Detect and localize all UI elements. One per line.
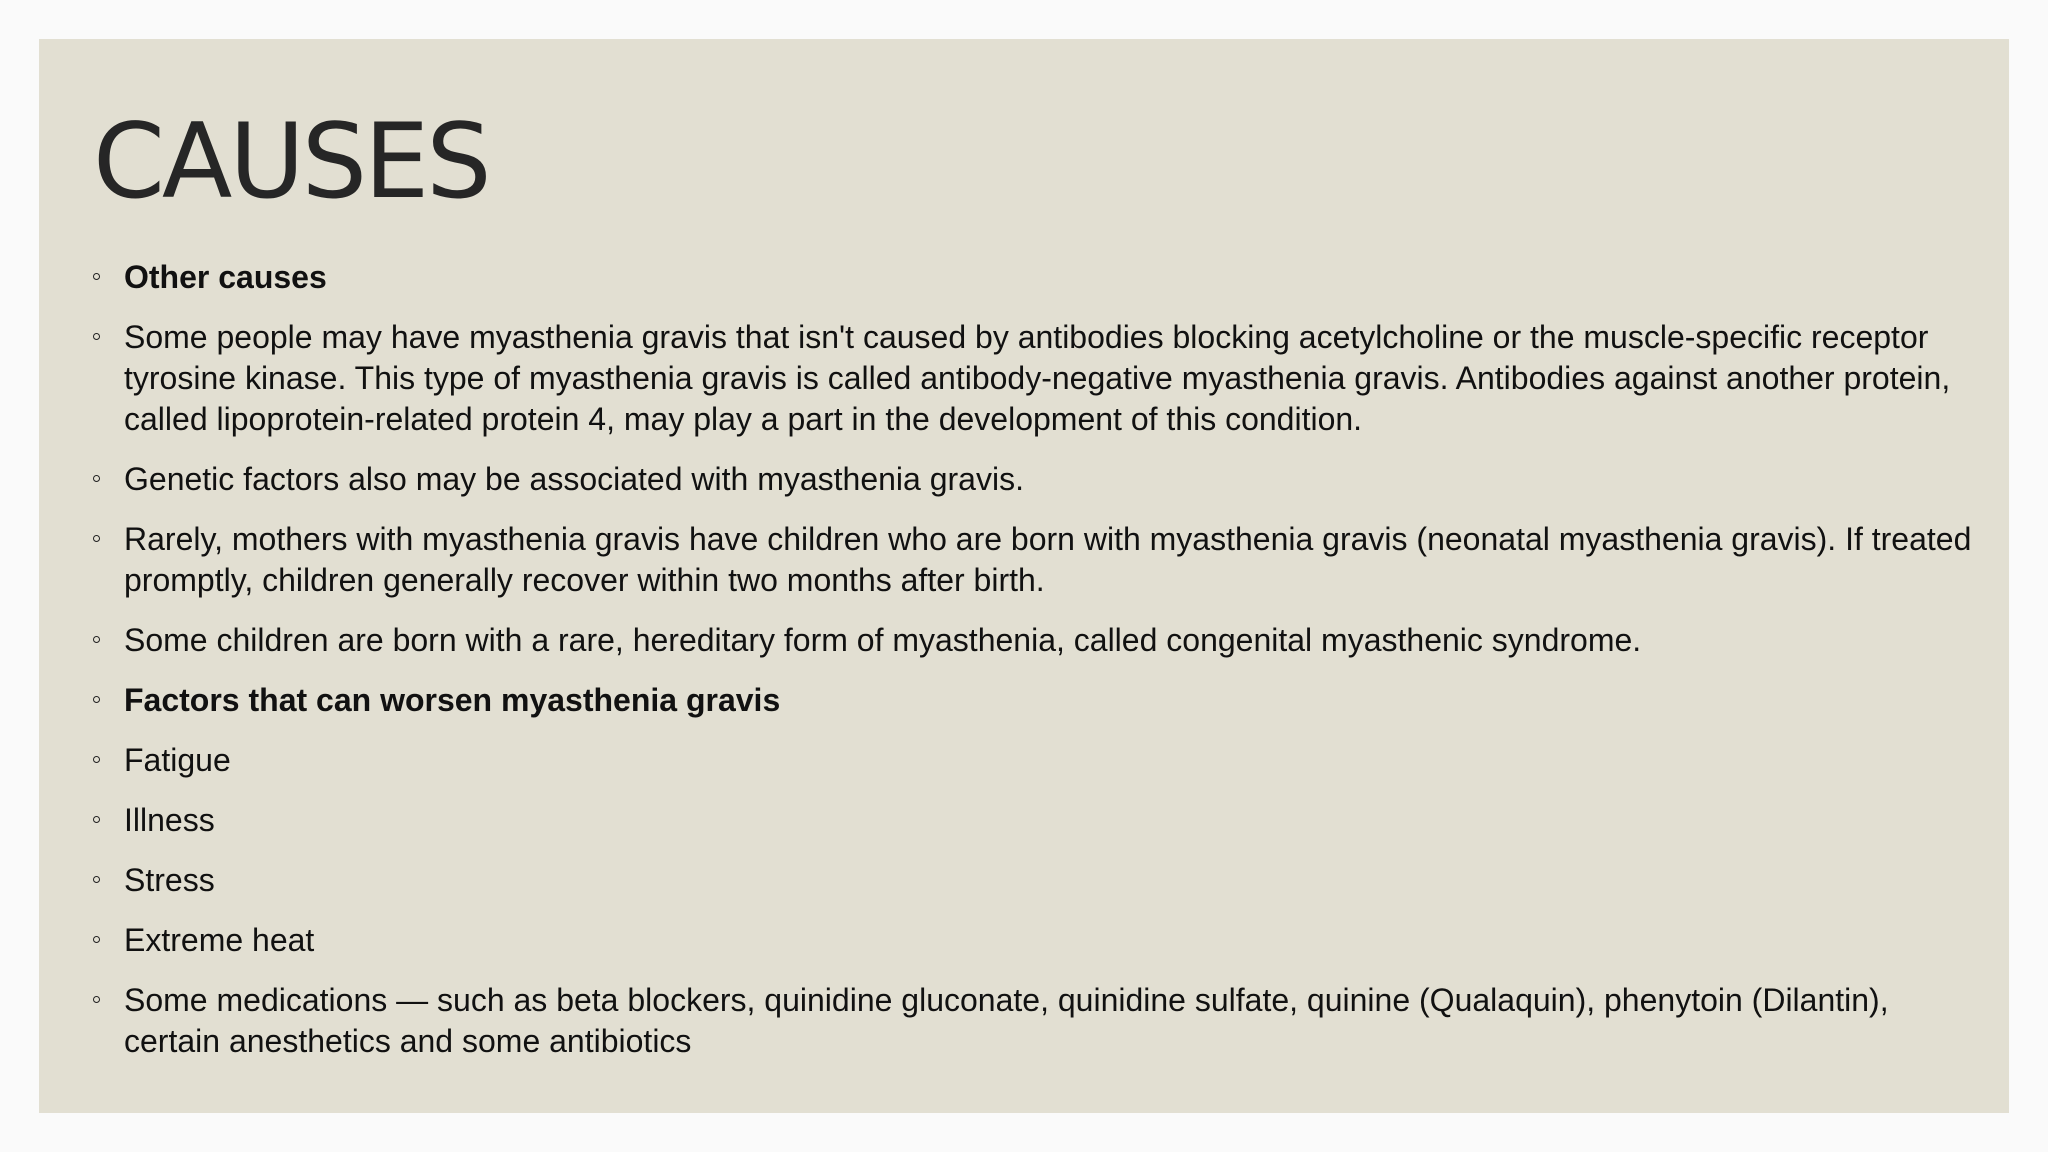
bullet-item xyxy=(93,860,1993,901)
bullet-text: Extreme heat xyxy=(124,922,315,958)
bullet-text: Some people may have myasthenia gravis that isn't caused by antibodies blocking acetylcholine or the muscle-specific receptor tyrosine kinase. This type of myasthenia gravis is called antibody-negative myasthenia gravis. Antibodies against another protein, called lipoprotein-related protein 4, may play a part in the development of this condition. xyxy=(124,319,1951,437)
hollow-circle-bullet-icon xyxy=(93,756,100,763)
hollow-circle-bullet-icon xyxy=(93,333,100,340)
hollow-circle-bullet-icon xyxy=(93,996,100,1003)
hollow-circle-bullet-icon xyxy=(93,816,100,823)
bullet-text: Genetic factors also may be associated with myasthenia gravis. xyxy=(124,461,1024,497)
bullet-text: Stress xyxy=(124,862,215,898)
bullet-list xyxy=(93,257,1993,1081)
bullet-item xyxy=(93,620,1993,661)
bullet-text: Factors that can worsen myasthenia gravis xyxy=(124,682,781,718)
bullet-item xyxy=(93,740,1993,781)
hollow-circle-bullet-icon xyxy=(93,636,100,643)
hollow-circle-bullet-icon xyxy=(93,936,100,943)
bullet-item xyxy=(93,980,1993,1062)
bullet-text: Some medications — such as beta blockers, quinidine gluconate, quinidine sulfate, quinine (Qualaquin), phenytoin (Dilantin), certain anesthetics and some antibiotics xyxy=(124,982,1889,1059)
hollow-circle-bullet-icon xyxy=(93,535,100,542)
hollow-circle-bullet-icon xyxy=(93,696,100,703)
bullet-item xyxy=(93,680,1993,721)
bullet-text: Fatigue xyxy=(124,742,231,778)
bullet-text: Other causes xyxy=(124,259,327,295)
bullet-text: Illness xyxy=(124,802,215,838)
slide-title: CAUSES xyxy=(93,102,489,222)
bullet-item xyxy=(93,519,1993,601)
bullet-item xyxy=(93,459,1993,500)
hollow-circle-bullet-icon xyxy=(93,876,100,883)
bullet-item xyxy=(93,257,1993,298)
bullet-item xyxy=(93,800,1993,841)
bullet-item xyxy=(93,920,1993,961)
bullet-item xyxy=(93,317,1993,440)
slide xyxy=(39,39,2009,1113)
bullet-text: Some children are born with a rare, hereditary form of myasthenia, called congenital myasthenic syndrome. xyxy=(124,622,1642,658)
hollow-circle-bullet-icon xyxy=(93,273,100,280)
hollow-circle-bullet-icon xyxy=(93,475,100,482)
bullet-text: Rarely, mothers with myasthenia gravis have children who are born with myasthenia gravis (neonatal myasthenia gravis). If treated promptly, children generally recover within two months after birth. xyxy=(124,521,1972,598)
